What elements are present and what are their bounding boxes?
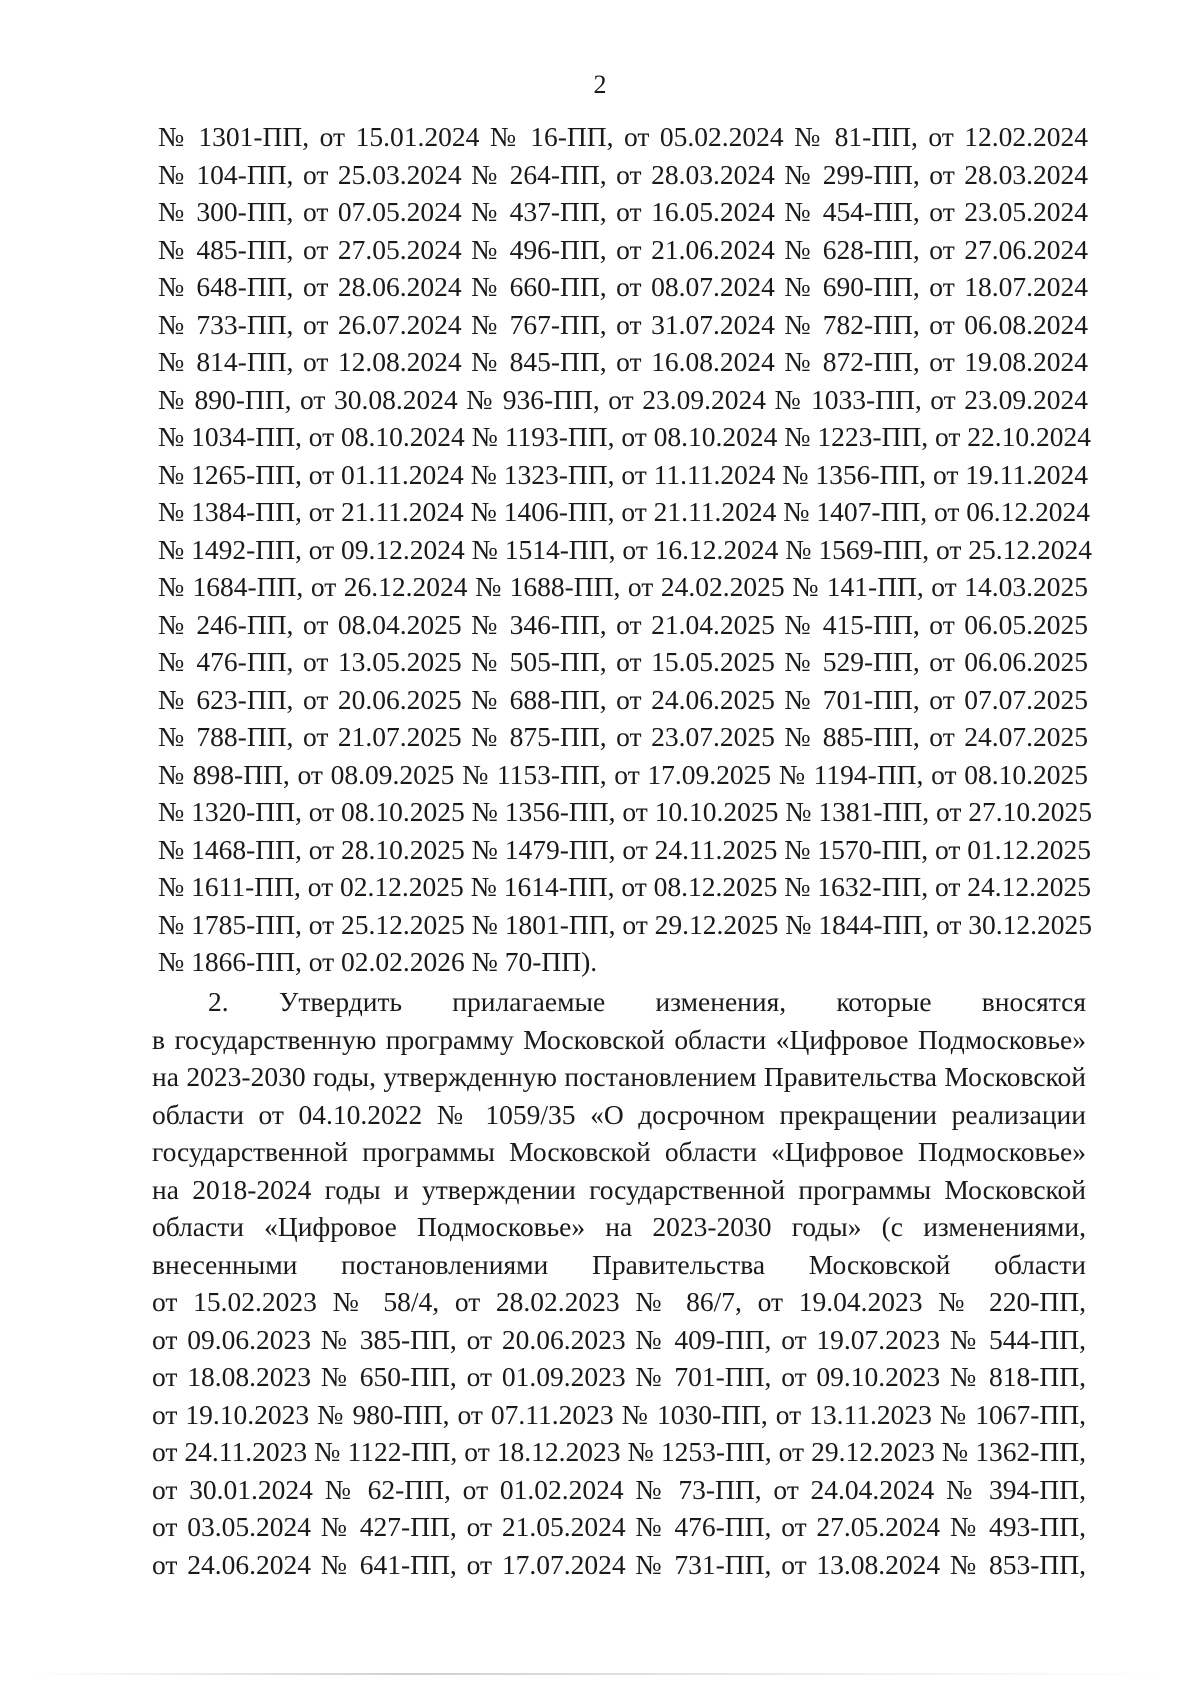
text-line: от 15.02.2023 № 58/4, от 28.02.2023 № 86/7, от 19.04.2023 № 220-ПП,: [152, 1286, 1086, 1317]
text-line: от 24.11.2023 № 1122-ПП, от 18.12.2023 № 1253-ПП, от 29.12.2023 № 1362-ПП,: [152, 1436, 1086, 1467]
scan-edge-artifact: [30, 1673, 1170, 1675]
text-line: № 476-ПП, от 13.05.2025 № 505-ПП, от 15.05.2025 № 529-ПП, от 06.06.2025: [158, 646, 1088, 677]
text-line: № 1265-ПП, от 01.11.2024 № 1323-ПП, от 11.11.2024 № 1356-ПП, от 19.11.2024: [158, 458, 1088, 490]
text-line: № 623-ПП, от 20.06.2025 № 688-ПП, от 24.06.2025 № 701-ПП, от 07.07.2025: [158, 683, 1088, 715]
text-line: № 1320-ПП, от 08.10.2025 № 1356-ПП, от 10.10.2025 № 1381-ПП, от 27.10.2025: [158, 796, 1093, 827]
text-line: государственной программы Московской области «Цифровое Подмосковье»: [152, 1136, 1086, 1167]
text-line: № 246-ПП, от 08.04.2025 № 346-ПП, от 21.04.2025 № 415-ПП, от 06.05.2025: [158, 608, 1088, 640]
text-line: от 09.06.2023 № 385-ПП, от 20.06.2023 № 409-ПП, от 19.07.2023 № 544-ПП,: [152, 1323, 1086, 1355]
text-line: № 648-ПП, от 28.06.2024 № 660-ПП, от 08.07.2024 № 690-ПП, от 18.07.2024: [158, 271, 1088, 302]
text-line: области от 04.10.2022 № 1059/35 «О досрочном прекращении реализации: [152, 1098, 1086, 1130]
text-line: № 1866-ПП, от 02.02.2026 № 70-ПП).: [158, 946, 598, 977]
paragraph-1: [158, 118, 1093, 981]
text-line: № 788-ПП, от 21.07.2025 № 875-ПП, от 23.07.2025 № 885-ПП, от 24.07.2025: [158, 721, 1088, 752]
text-line: № 104-ПП, от 25.03.2024 № 264-ПП, от 28.03.2024 № 299-ПП, от 28.03.2024: [158, 158, 1088, 190]
text-line: № 1034-ПП, от 08.10.2024 № 1193-ПП, от 08.10.2024 № 1223-ПП, от 22.10.2024: [158, 421, 1092, 452]
text-line: от 24.06.2024 № 641-ПП, от 17.07.2024 № 731-ПП, от 13.08.2024 № 853-ПП,: [152, 1548, 1086, 1580]
text-line: от 18.08.2023 № 650-ПП, от 01.09.2023 № 701-ПП, от 09.10.2023 № 818-ПП,: [152, 1361, 1086, 1392]
paragraph-2: [152, 983, 1086, 1583]
text-line: № 1301-ПП, от 15.01.2024 № 16-ПП, от 05.02.2024 № 81-ПП, от 12.02.2024: [158, 121, 1088, 152]
text-line: на 2018-2024 годы и утверждении государственной программы Московской: [152, 1173, 1086, 1205]
text-line: № 300-ПП, от 07.05.2024 № 437-ПП, от 16.05.2024 № 454-ПП, от 23.05.2024: [158, 196, 1088, 227]
text-line: от 30.01.2024 № 62-ПП, от 01.02.2024 № 73-ПП, от 24.04.2024 № 394-ПП,: [152, 1473, 1086, 1505]
text-line: № 814-ПП, от 12.08.2024 № 845-ПП, от 16.08.2024 № 872-ПП, от 19.08.2024: [158, 346, 1088, 377]
text-line: 2. Утвердить прилагаемые изменения, которые вносятся: [208, 986, 1086, 1017]
page-number: 2: [593, 70, 607, 99]
text-line: области «Цифровое Подмосковье» на 2023-2030 годы» (с изменениями,: [152, 1211, 1086, 1242]
text-line: № 1611-ПП, от 02.12.2025 № 1614-ПП, от 08.12.2025 № 1632-ПП, от 24.12.2025: [158, 871, 1092, 902]
text-line: № 898-ПП, от 08.09.2025 № 1153-ПП, от 17.09.2025 № 1194-ПП, от 08.10.2025: [158, 758, 1088, 790]
text-line: внесенными постановлениями Правительства Московской области: [152, 1248, 1086, 1280]
text-line: № 1785-ПП, от 25.12.2025 № 1801-ПП, от 29.12.2025 № 1844-ПП, от 30.12.2025: [158, 908, 1093, 940]
text-line: № 733-ПП, от 26.07.2024 № 767-ПП, от 31.07.2024 № 782-ПП, от 06.08.2024: [158, 308, 1088, 340]
text-line: № 1384-ПП, от 21.11.2024 № 1406-ПП, от 21.11.2024 № 1407-ПП, от 06.12.2024: [158, 496, 1091, 527]
text-line: № 485-ПП, от 27.05.2024 № 496-ПП, от 21.06.2024 № 628-ПП, от 27.06.2024: [158, 233, 1088, 265]
text-line: № 1684-ПП, от 26.12.2024 № 1688-ПП, от 24.02.2025 № 141-ПП, от 14.03.2025: [158, 571, 1088, 602]
text-line: в государственную программу Московской области «Цифровое Подмосковье»: [152, 1023, 1086, 1055]
text-line: на 2023-2030 годы, утвержденную постановлением Правительства Московской: [152, 1061, 1086, 1092]
text-line: от 19.10.2023 № 980-ПП, от 07.11.2023 № 1030-ПП, от 13.11.2023 № 1067-ПП,: [152, 1398, 1086, 1430]
text-line: от 03.05.2024 № 427-ПП, от 21.05.2024 № 476-ПП, от 27.05.2024 № 493-ПП,: [152, 1511, 1086, 1542]
text-line: № 1492-ПП, от 09.12.2024 № 1514-ПП, от 16.12.2024 № 1569-ПП, от 25.12.2024: [158, 533, 1093, 565]
text-line: № 890-ПП, от 30.08.2024 № 936-ПП, от 23.09.2024 № 1033-ПП, от 23.09.2024: [158, 383, 1088, 415]
text-line: № 1468-ПП, от 28.10.2025 № 1479-ПП, от 24.11.2025 № 1570-ПП, от 01.12.2025: [158, 833, 1092, 865]
